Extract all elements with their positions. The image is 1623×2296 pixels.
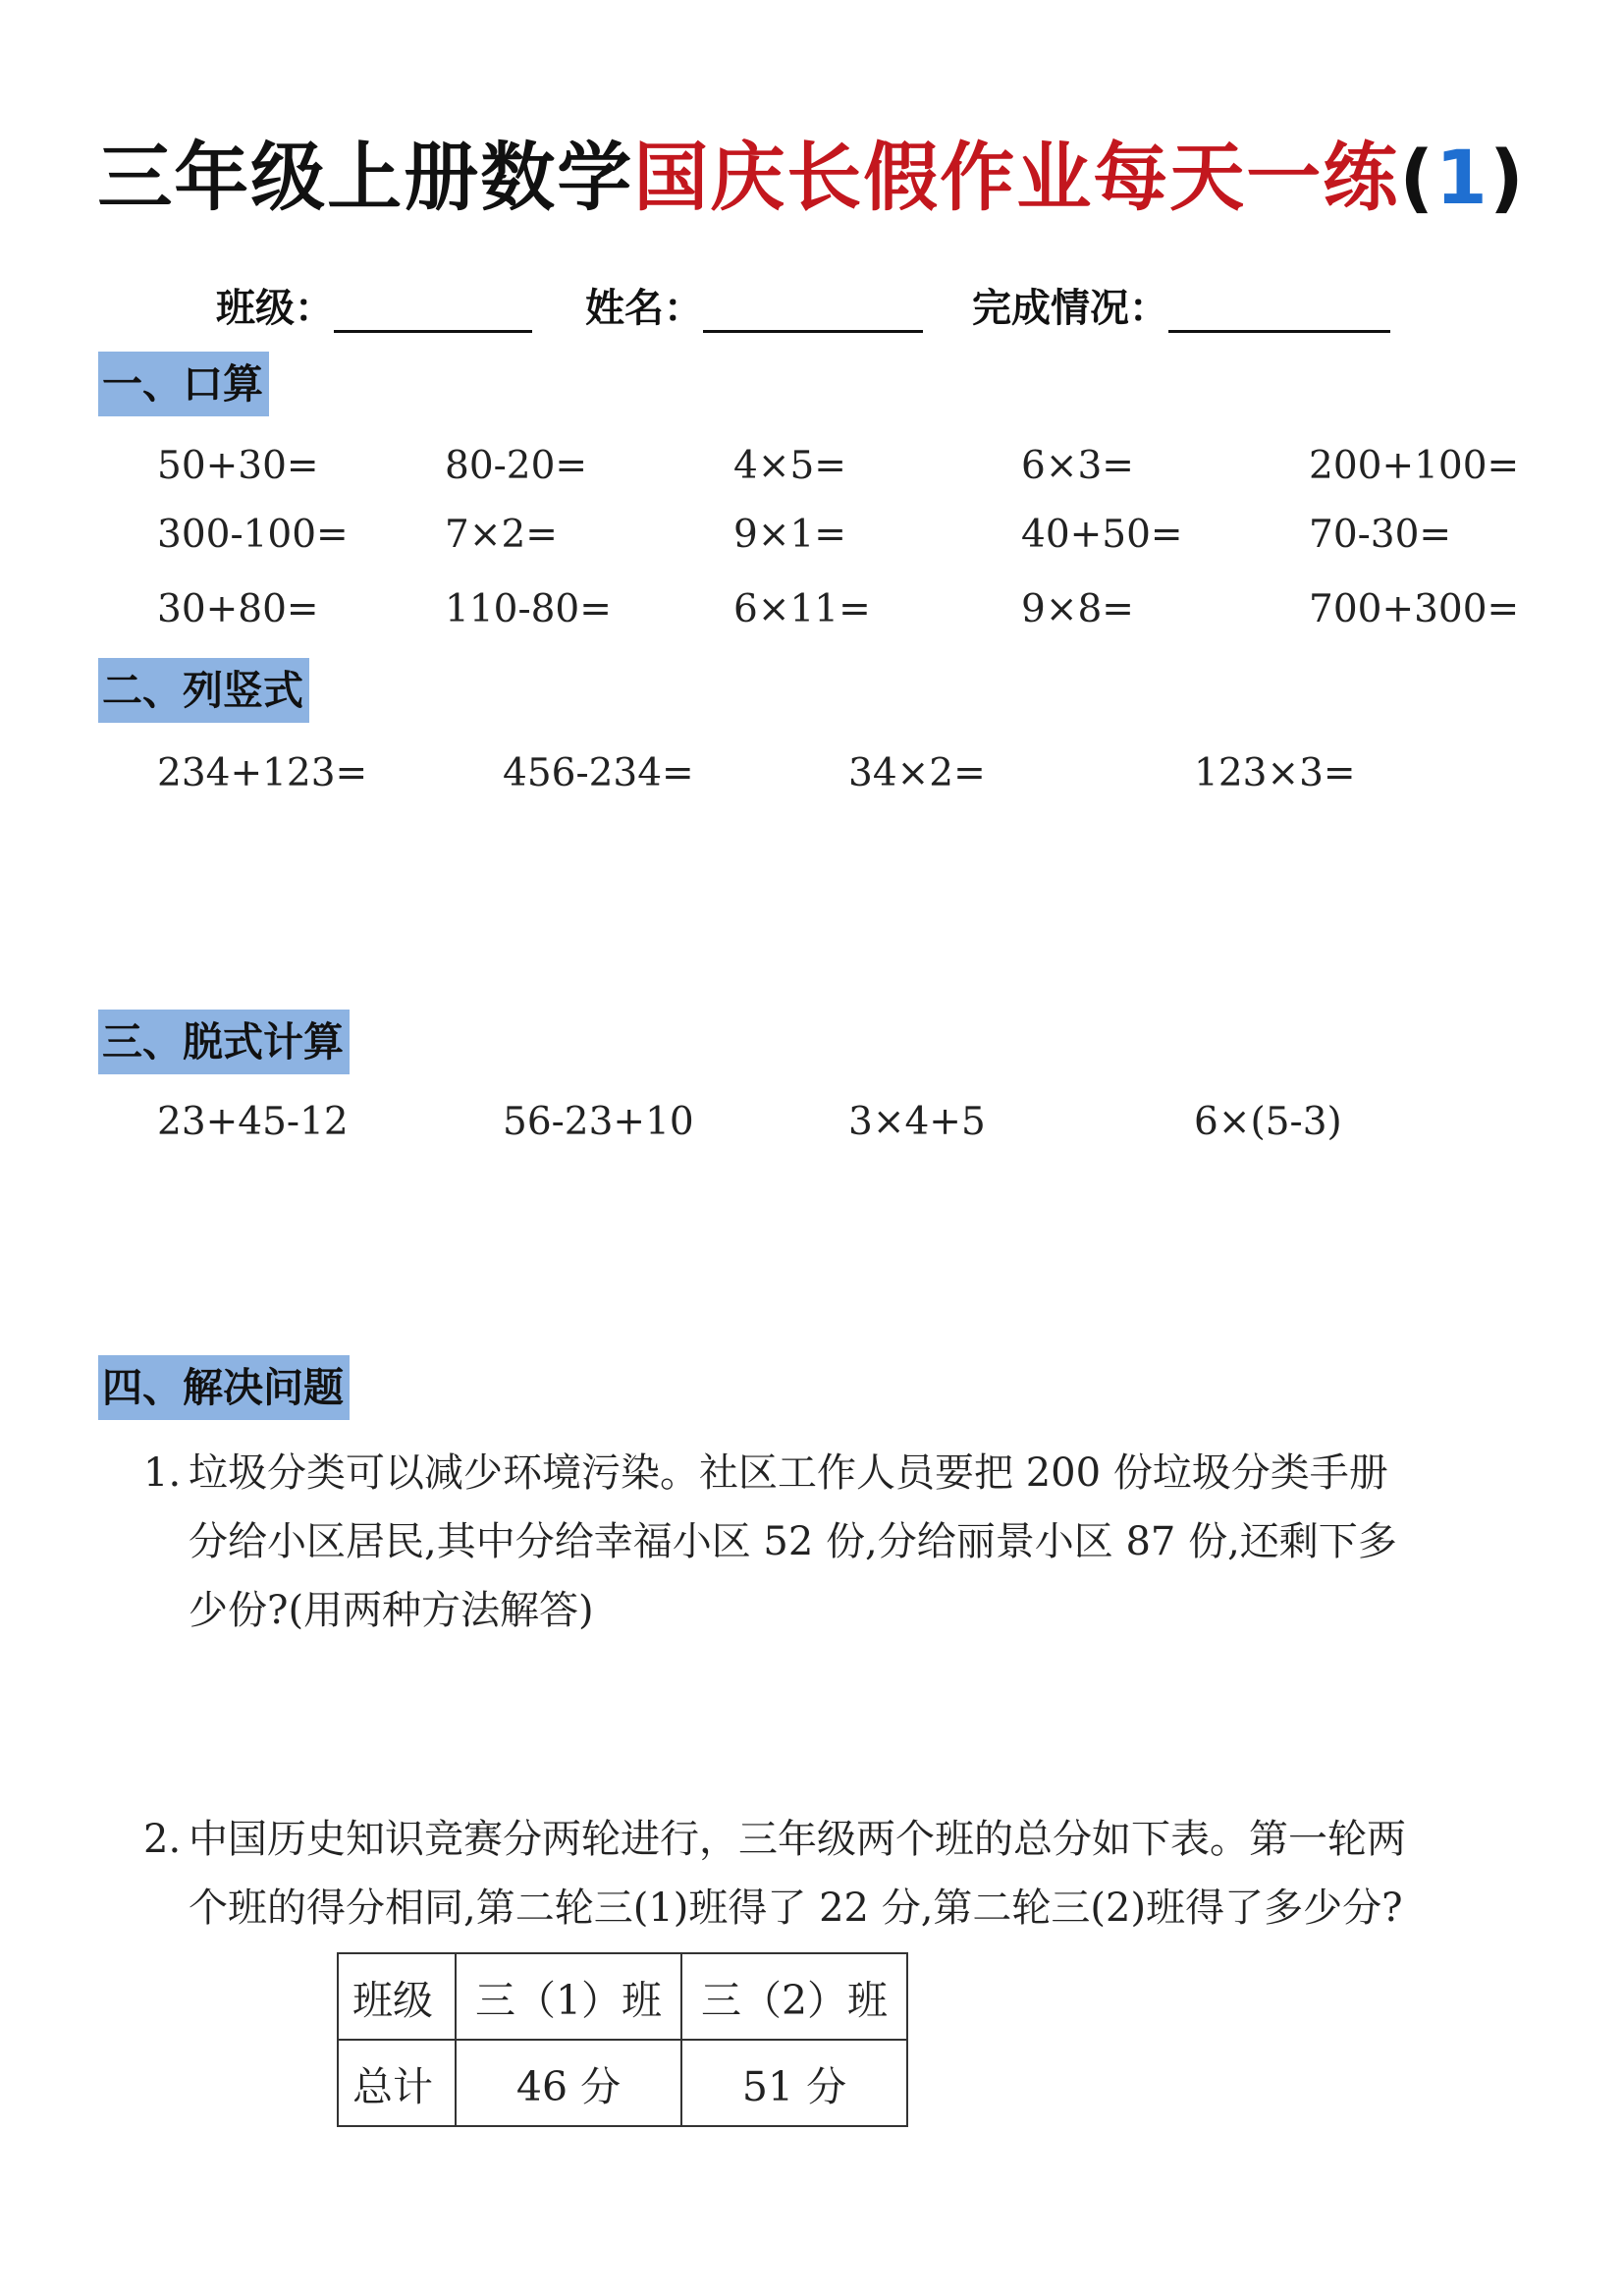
name-blank[interactable] — [703, 291, 923, 333]
oral-item: 7×2= — [445, 513, 558, 557]
status-blank[interactable] — [1168, 291, 1390, 333]
problem-1 — [143, 1439, 1547, 1645]
stepwise-item: 3×4+5 — [848, 1100, 986, 1144]
oral-item: 200+100= — [1309, 444, 1520, 488]
oral-item: 4×5= — [733, 444, 846, 488]
problem-number: 2. — [143, 1817, 182, 1862]
problem-2 — [143, 1805, 1547, 1942]
table-cell: 46 分 — [456, 2040, 681, 2126]
status-label: 完成情况： — [972, 286, 1168, 331]
class-label: 班级： — [216, 286, 334, 331]
problem-number: 1. — [143, 1450, 182, 1496]
vertical-item: 123×3= — [1194, 751, 1356, 795]
table-cell: 总计 — [338, 2040, 456, 2126]
stepwise-item: 6×(5-3) — [1194, 1100, 1342, 1144]
oral-item: 6×11= — [733, 587, 871, 631]
title-holiday: 国庆长假作业每天一练 — [633, 134, 1400, 221]
title-grade: 三年级上册数学 — [97, 134, 634, 221]
section-problem-solving: 四、解决问题 — [98, 1355, 350, 1420]
score-table — [337, 1952, 908, 2127]
class-field — [216, 277, 532, 333]
title-paren-open: ( — [1399, 134, 1436, 221]
title-number: 1 — [1435, 134, 1489, 221]
oral-item: 50+30= — [157, 444, 319, 488]
name-field — [585, 277, 923, 333]
oral-item: 110-80= — [445, 587, 612, 631]
table-cell: 班级 — [338, 1953, 456, 2040]
table-cell: 51 分 — [681, 2040, 907, 2126]
section-oral-arithmetic: 一、口算 — [98, 352, 269, 416]
table-row — [338, 2040, 907, 2126]
problem-line: 分给小区居民,其中分给幸福小区 52 份,分给丽景小区 87 份,还剩下多 — [189, 1519, 1397, 1564]
stepwise-item: 56-23+10 — [503, 1100, 694, 1144]
stepwise-item: 23+45-12 — [157, 1100, 349, 1144]
oral-item: 9×1= — [733, 513, 846, 557]
table-row — [338, 1953, 907, 2040]
table-cell: 三（2）班 — [681, 1953, 907, 2040]
section-vertical-calculation: 二、列竖式 — [98, 658, 309, 723]
problem-line: 少份?(用两种方法解答) — [189, 1588, 594, 1633]
oral-item: 9×8= — [1021, 587, 1134, 631]
problem-line: 垃圾分类可以减少环境污染。社区工作人员要把 200 份垃圾分类手册 — [189, 1450, 1388, 1496]
vertical-item: 34×2= — [848, 751, 986, 795]
name-label: 姓名： — [585, 286, 703, 331]
problem-line: 个班的得分相同,第二轮三(1)班得了 22 分,第二轮三(2)班得了多少分? — [189, 1886, 1403, 1931]
oral-item: 40+50= — [1021, 513, 1183, 557]
oral-item: 30+80= — [157, 587, 319, 631]
oral-item: 700+300= — [1309, 587, 1520, 631]
table-cell: 三（1）班 — [456, 1953, 681, 2040]
oral-item: 300-100= — [157, 513, 349, 557]
oral-item: 80-20= — [445, 444, 588, 488]
vertical-item: 456-234= — [503, 751, 694, 795]
title-paren-close: ) — [1488, 134, 1526, 221]
oral-item: 6×3= — [1021, 444, 1134, 488]
problem-line: 中国历史知识竞赛分两轮进行，三年级两个班的总分如下表。第一轮两 — [189, 1817, 1406, 1862]
oral-item: 70-30= — [1309, 513, 1452, 557]
vertical-item: 234+123= — [157, 751, 368, 795]
status-field — [972, 277, 1390, 333]
section-stepwise-calculation: 三、脱式计算 — [98, 1010, 350, 1074]
class-blank[interactable] — [334, 291, 532, 333]
page-title — [0, 118, 1623, 225]
